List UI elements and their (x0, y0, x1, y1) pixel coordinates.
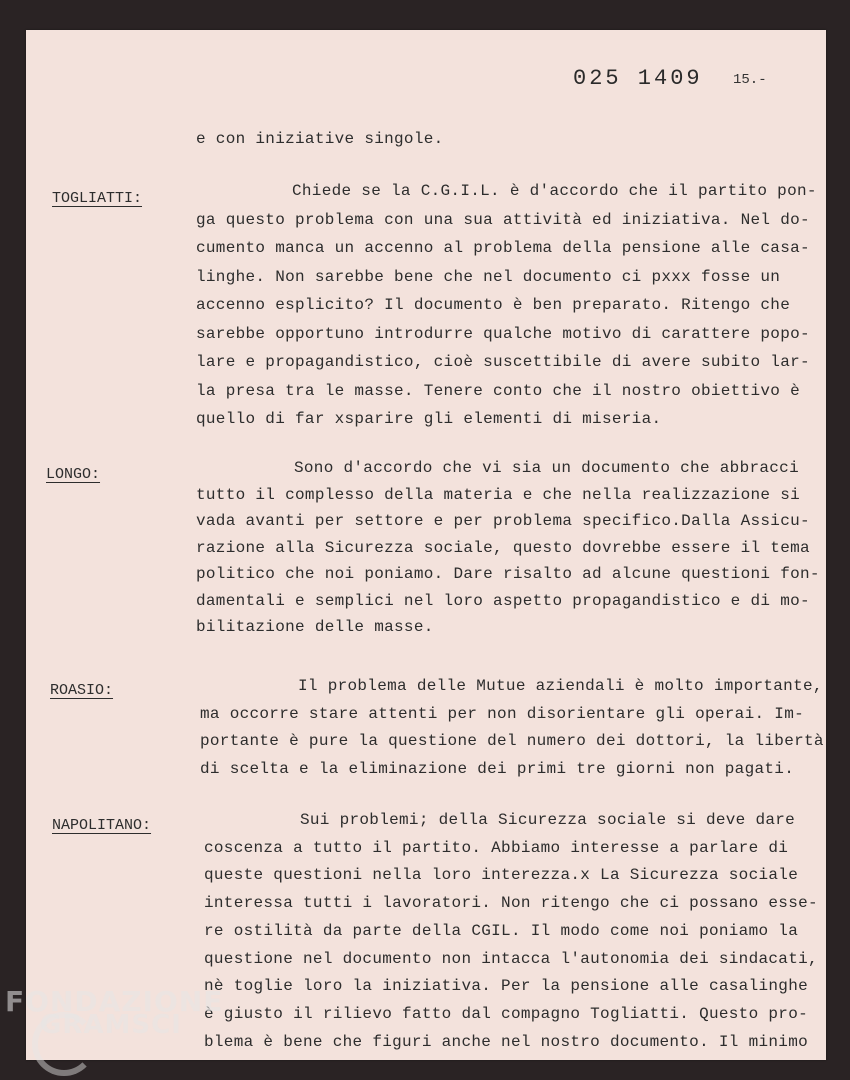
speaker-name: TOGLIATTI: (52, 190, 143, 207)
transcript-line: politico che noi poniamo. Dare risalto ad alcune questioni fon- (196, 565, 820, 583)
watermark-line2: GRAMSCI (40, 1010, 182, 1040)
transcript-line: damentali e semplici nel loro aspetto propagandistico e di mo- (196, 591, 810, 610)
transcript-line: lare e propagandistico, cioè suscettibile di avere subito lar- (196, 353, 810, 371)
transcript-line: portante è pure la questione del numero dei dottori, la libertà (200, 732, 824, 750)
transcript-line: razione alla Sicurezza sociale, questo dovrebbe essere il tema (196, 538, 810, 557)
speaker-name: LONGO: (46, 466, 101, 483)
transcript-line: quello di far xsparire gli elementi di miseria. (196, 410, 662, 428)
transcript-line: questione nel documento non intacca l'autonomia dei sindacati, (204, 949, 818, 968)
transcript-line: bilitazione delle masse. (196, 618, 434, 636)
document-page (26, 30, 826, 1060)
transcript-line: vada avanti per settore e per problema specifico.Dalla Assicu- (196, 512, 810, 530)
transcript-line: Sui problemi; della Sicurezza sociale si deve dare (300, 811, 796, 829)
transcript-line: è giusto il rilievo fatto dal compagno Togliatti. Questo pro- (204, 1004, 808, 1023)
transcript-line: queste questioni nella loro interezza.x La Sicurezza sociale (204, 866, 799, 885)
document-number: 025 1409 (573, 66, 703, 91)
transcript-line: interessa tutti i lavoratori. Non ritengo che ci possano esse- (204, 894, 818, 913)
transcript-line: ma occorre stare attenti per non disorientare gli operai. Im- (200, 704, 804, 723)
transcript-line: cumento manca un accenno al problema della pensione alle casa- (196, 239, 810, 257)
intro-line: e con iniziative singole. (196, 130, 444, 148)
page-number: 15.- (733, 72, 767, 88)
transcript-line: blema è bene che figuri anche nel nostro documento. Il minimo (204, 1032, 808, 1051)
transcript-line: accenno esplicito? Il documento è ben preparato. Ritengo che (196, 296, 791, 314)
speaker-name: ROASIO: (50, 682, 114, 699)
transcript-line: tutto il complesso della materia e che nella realizzazione si (196, 485, 800, 504)
transcript-line: nè toglie loro la iniziativa. Per la pensione alle casalinghe (204, 977, 808, 996)
transcript-line: coscenza a tutto il partito. Abbiamo interesse a parlare di (204, 838, 789, 857)
transcript-line: linghe. Non sarebbe bene che nel documento ci pxxx fosse un (196, 267, 781, 286)
transcript-line: re ostilità da parte della CGIL. Il modo come noi poniamo la (204, 921, 799, 940)
transcript-line: di scelta e la eliminazione dei primi tre giorni non pagati. (200, 759, 795, 778)
transcript-line: Il problema delle Mutue aziendali è molto importante, (298, 677, 823, 695)
watermark-line1: FONDAZIONE (5, 985, 224, 1018)
transcript-line: Sono d'accordo che vi sia un documento che abbracci (294, 459, 799, 477)
transcript-line: Chiede se la C.G.I.L. è d'accordo che il partito pon- (292, 182, 817, 200)
transcript-line: ga questo problema con una sua attività ed iniziativa. Nel do- (196, 210, 810, 229)
speaker-name: NAPOLITANO: (52, 817, 152, 834)
transcript-line: la presa tra le masse. Tenere conto che il nostro obiettivo è (196, 381, 800, 400)
transcript-line: sarebbe opportuno introdurre qualche motivo di carattere popo- (196, 324, 810, 343)
